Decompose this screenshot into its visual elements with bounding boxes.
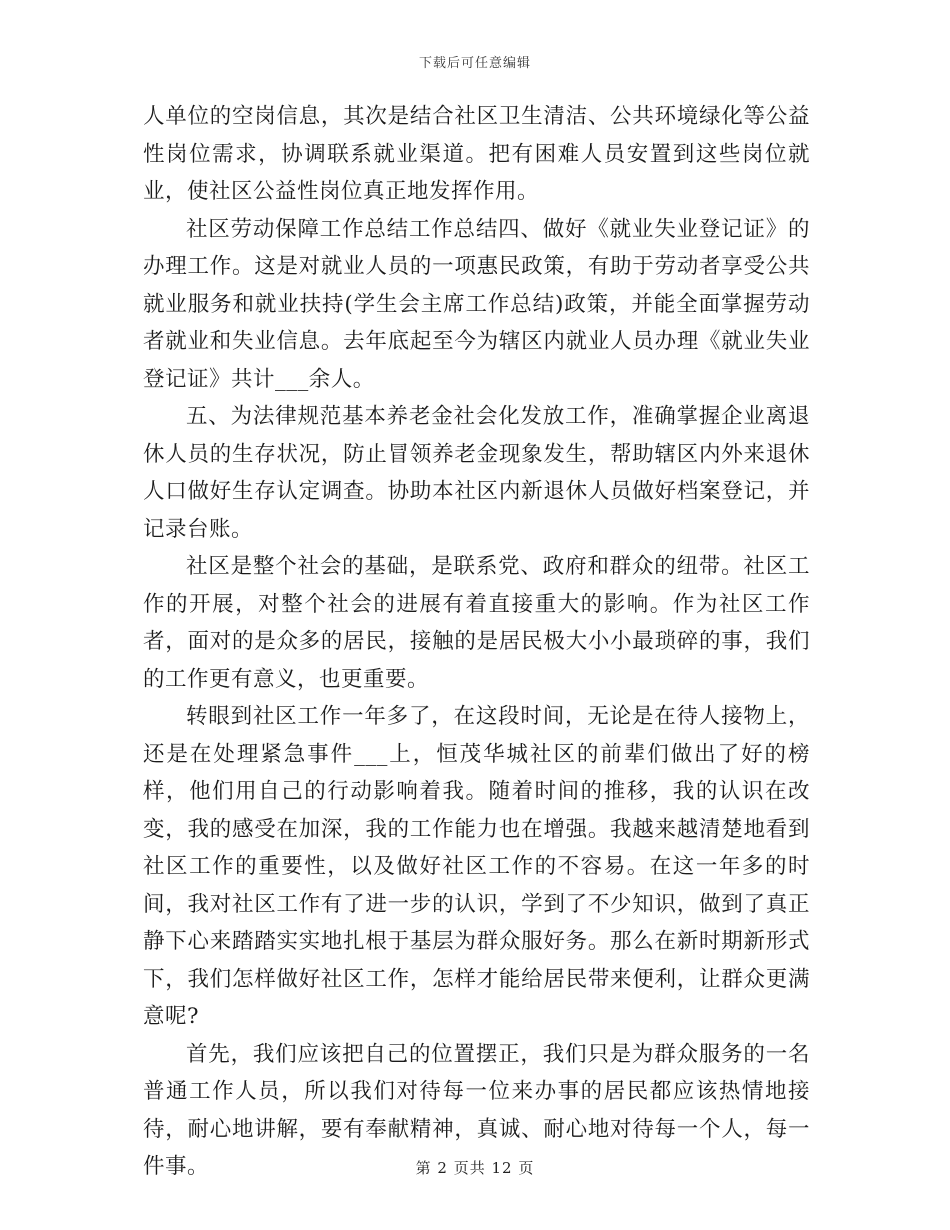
page-header: 下载后可任意编辑 <box>418 56 531 71</box>
paragraph-continued: 人单位的空岗信息，其次是结合社区卫生清洁、公共环境绿化等公益性岗位需求，协调联系就业渠道。把有困难人员安置到这些岗位就业，使社区公益性岗位真正地发挥作用。 <box>143 104 810 204</box>
paragraph-one-year: 转眼到社区工作一年多了，在这段时间，无论是在待人接物上，还是在处理紧急事件___上，恒茂华城社区的前辈们做出了好的榜样，他们用自己的行动影响着我。随着时间的推移，我的认识在改变，我的感受在加深，我的工作能力也在增强。我越来越清楚地看到社区工作的重要性，以及做好社区工作的不容易。在这一年多的时间，我对社区工作有了进一步的认识，学到了不少知识，做到了真正静下心来踏踏实实地扎根于基层为群众服好务。那么在新时期新形式下，我们怎样做好社区工作，怎样才能给居民带来便利，让群众更满意呢? <box>143 704 810 1029</box>
page-footer: 第 2 页共 12 页 <box>415 1159 535 1177</box>
paragraph-first-point: 首先，我们应该把自己的位置摆正，我们只是为群众服务的一名普通工作人员，所以我们对待每一位来办事的居民都应该热情地接待，耐心地讲解，要有奉献精神，真诚、耐心地对待每一个人，每一件事。 <box>143 1041 810 1179</box>
paragraph-section-four: 社区劳动保障工作总结工作总结四、做好《就业失业登记证》的办理工作。这是对就业人员的一项惠民政策，有助于劳动者享受公共就业服务和就业扶持(学生会主席工作总结)政策，并能全面掌握劳动者就业和失业信息。去年底起至今为辖区内就业人员办理《就业失业登记证》共计___余人。 <box>143 216 810 392</box>
paragraph-community-basis: 社区是整个社会的基础，是联系党、政府和群众的纽带。社区工作的开展，对整个社会的进展有着直接重大的影响。作为社区工作者，面对的是众多的居民，接触的是居民极大小小最琐碎的事，我们的工作更有意义，也更重要。 <box>143 554 810 692</box>
document-body <box>143 98 810 1186</box>
paragraph-section-five: 五、为法律规范基本养老金社会化发放工作，准确掌握企业离退休人员的生存状况，防止冒领养老金现象发生，帮助辖区内外来退休人口做好生存认定调查。协助本社区内新退休人员做好档案登记，并记录台账。 <box>143 404 810 542</box>
